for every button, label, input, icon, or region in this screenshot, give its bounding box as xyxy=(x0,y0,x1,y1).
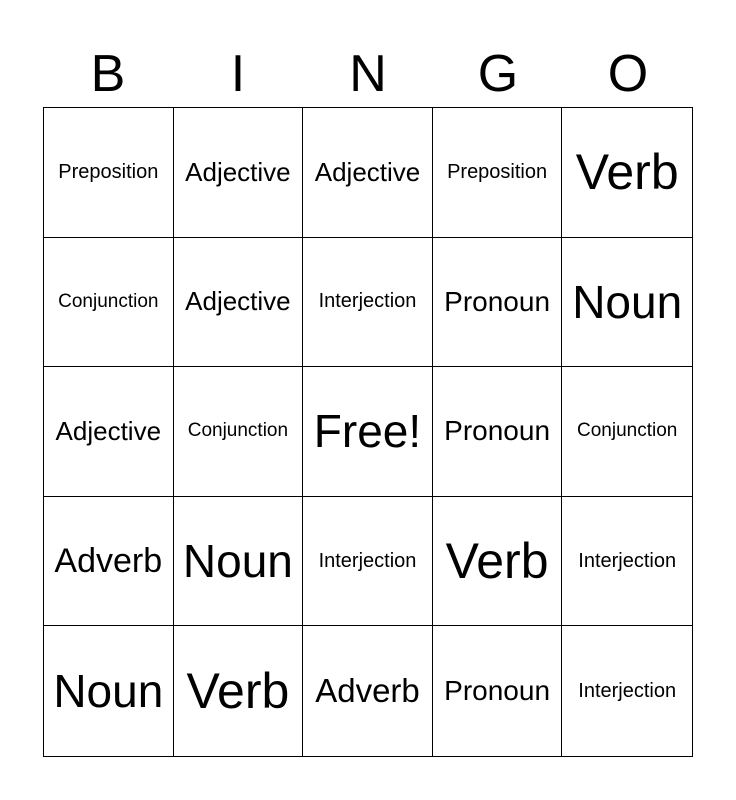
bingo-cell[interactable] xyxy=(433,238,563,368)
cell-label: Interjection xyxy=(318,290,417,313)
bingo-cell[interactable] xyxy=(433,626,563,756)
header-letter-g: G xyxy=(477,45,519,103)
bingo-cell[interactable] xyxy=(44,497,174,627)
bingo-cell[interactable] xyxy=(44,108,174,238)
bingo-cell[interactable] xyxy=(174,238,304,368)
bingo-cell[interactable] xyxy=(174,626,304,756)
bingo-cell[interactable] xyxy=(433,108,563,238)
bingo-cell[interactable] xyxy=(174,108,304,238)
bingo-cell[interactable] xyxy=(433,367,563,497)
cell-label: Conjunction xyxy=(187,420,289,442)
bingo-cell[interactable] xyxy=(44,626,174,756)
header-letter-o: O xyxy=(607,45,649,103)
cell-label: Adjective xyxy=(185,156,291,187)
header-letter-n: N xyxy=(349,45,387,103)
cell-label: Adverb xyxy=(54,541,163,580)
bingo-cell[interactable] xyxy=(174,367,304,497)
cell-label: Preposition xyxy=(58,160,159,183)
cell-label: Verb xyxy=(186,663,290,720)
cell-label: Adverb xyxy=(315,672,420,710)
cell-label: Verb xyxy=(575,144,679,201)
bingo-board xyxy=(43,107,693,757)
free-space-label: Free! xyxy=(313,405,422,458)
cell-label: Pronoun xyxy=(444,285,551,317)
cell-label: Noun xyxy=(572,275,683,328)
bingo-cell[interactable] xyxy=(44,238,174,368)
bingo-header xyxy=(43,40,693,108)
cell-label: Pronoun xyxy=(444,675,551,707)
bingo-cell[interactable] xyxy=(562,497,692,627)
bingo-cell[interactable] xyxy=(562,238,692,368)
cell-label: Noun xyxy=(182,535,293,588)
bingo-cell[interactable] xyxy=(562,108,692,238)
bingo-cell[interactable] xyxy=(44,367,174,497)
cell-label: Verb xyxy=(445,533,549,590)
cell-label: Adjective xyxy=(55,415,162,446)
bingo-cell[interactable] xyxy=(303,497,433,627)
bingo-cell[interactable] xyxy=(303,108,433,238)
cell-label: Interjection xyxy=(578,549,677,572)
cell-label: Adjective xyxy=(314,156,421,187)
cell-label: Preposition xyxy=(447,160,548,183)
bingo-cell[interactable] xyxy=(303,367,433,497)
bingo-cell[interactable] xyxy=(562,367,692,497)
cell-label: Conjunction xyxy=(577,420,678,442)
bingo-cell[interactable] xyxy=(303,238,433,368)
bingo-cell[interactable] xyxy=(303,626,433,756)
cell-label: Interjection xyxy=(318,549,417,572)
cell-label: Conjunction xyxy=(58,290,159,312)
header-letter-i: I xyxy=(230,45,246,103)
cell-label: Interjection xyxy=(578,679,677,702)
cell-label: Pronoun xyxy=(444,415,551,447)
header-letter-b: B xyxy=(90,45,126,103)
bingo-cell[interactable] xyxy=(174,497,304,627)
cell-label: Noun xyxy=(53,665,164,718)
bingo-cell[interactable] xyxy=(433,497,563,627)
bingo-cell[interactable] xyxy=(562,626,692,756)
cell-label: Adjective xyxy=(185,286,291,317)
